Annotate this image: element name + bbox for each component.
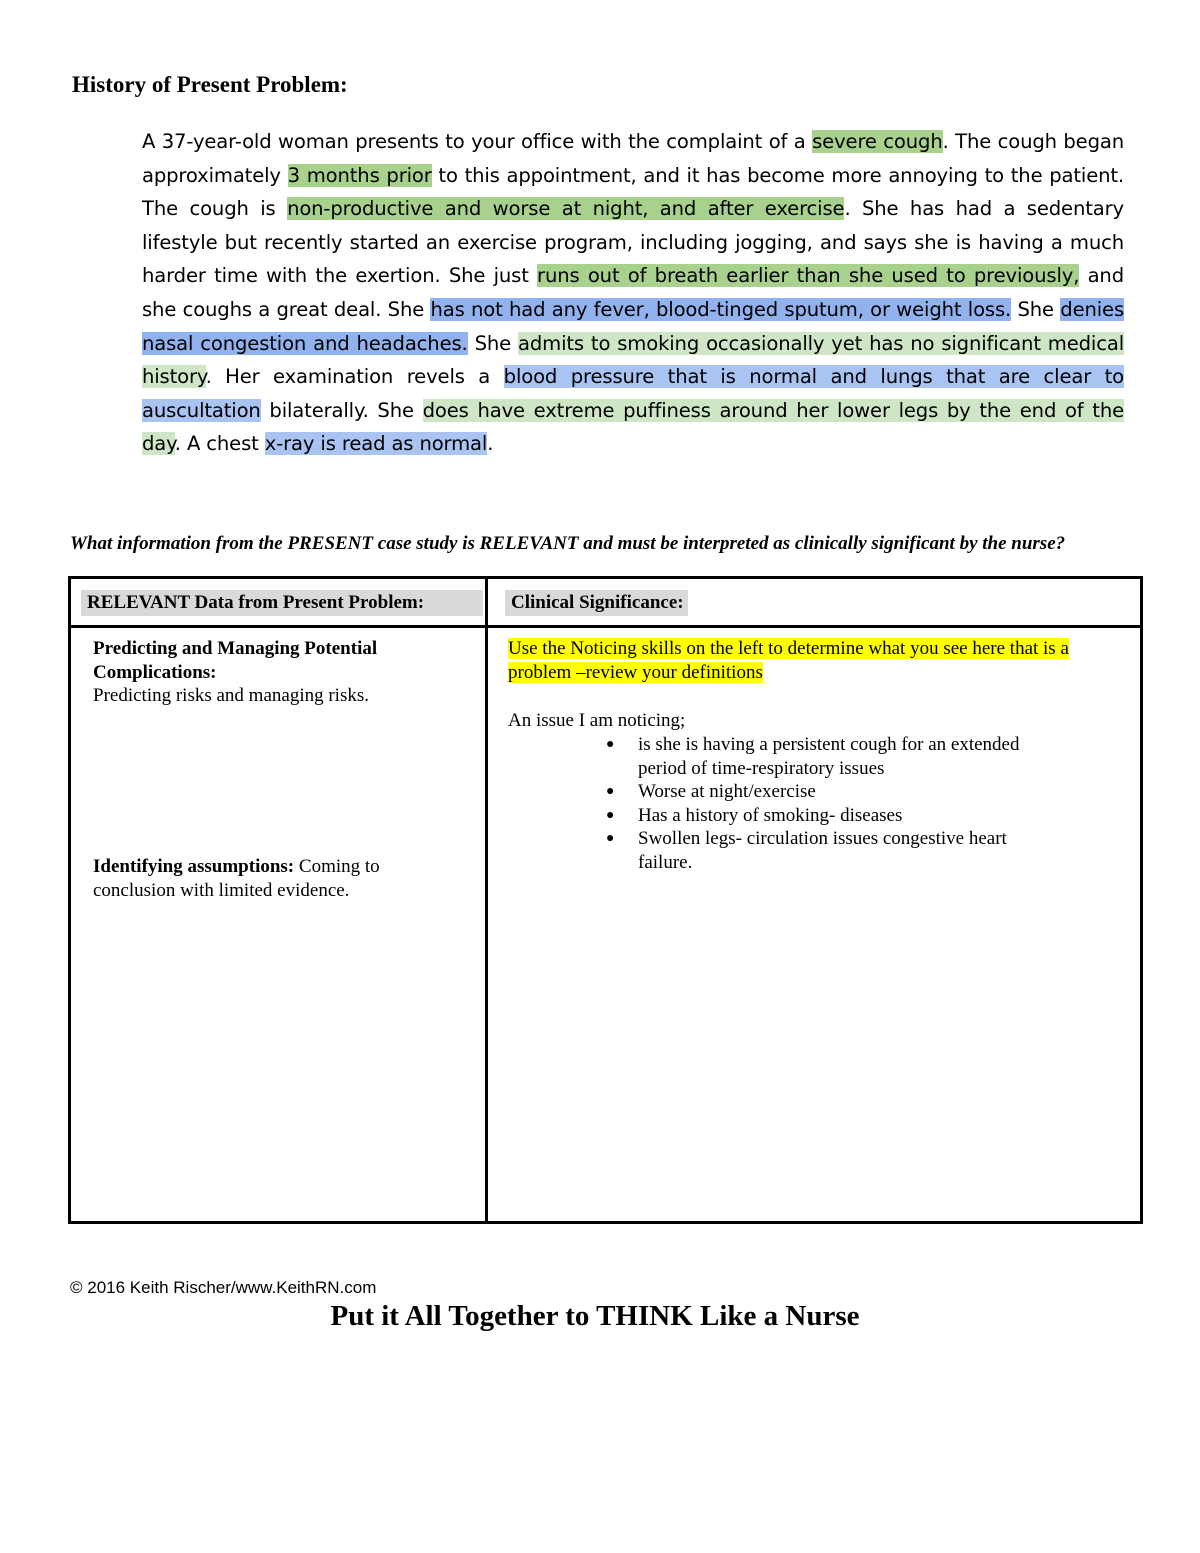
highlighted-phrase: has not had any fever, blood-tinged sputum, or weight loss.	[430, 297, 1012, 321]
narrative-text: bilaterally. She	[260, 398, 423, 422]
highlighted-phrase: 3 months prior	[287, 163, 432, 187]
issue-bullet-text: is she is having a persistent cough for an extended period of time-respiratory issues	[638, 734, 1020, 779]
bullet-icon: ●	[606, 737, 615, 752]
table-header-divider	[71, 625, 1140, 628]
highlighted-phrase: runs out of breath earlier than she used to previously,	[537, 264, 1080, 288]
relevant-data-header: RELEVANT Data from Present Problem:	[81, 590, 483, 616]
assumptions-text: Coming to conclusion with limited evidence.	[93, 856, 380, 901]
left-cell-block-1	[93, 637, 393, 708]
right-cell-instruction	[508, 637, 1128, 684]
highlighted-phrase: x-ray is read as normal	[264, 432, 488, 456]
issue-bullet-text: Swollen legs- circulation issues congestive heart failure.	[638, 828, 1007, 873]
issue-label: An issue I am noticing;	[508, 710, 686, 731]
highlighted-phrase: denies nasal congestion and headaches.	[142, 297, 1124, 355]
narrative-text: She	[467, 331, 518, 355]
narrative-text: . Her examination revels a	[205, 365, 504, 389]
bullet-icon: ●	[606, 807, 615, 823]
narrative-text: A 37-year-old woman presents to your office with the complaint of a	[142, 130, 813, 153]
highlighted-phrase: does have extreme puffiness around her lower legs by the end of the day	[142, 398, 1124, 456]
issue-bullet	[604, 733, 1064, 780]
narrative-text: . A chest	[174, 432, 265, 456]
issue-bullet-text: Has a history of smoking- diseases	[638, 804, 903, 826]
bullet-icon: ●	[606, 784, 615, 799]
narrative-text: . She has had a sedentary lifestyle but recently started an exercise program, including jogging, and says she is having a much harder time with the exertion. She just	[142, 197, 1124, 288]
relevance-question: What information from the PRESENT case study is RELEVANT and must be interpreted as clinically significant by the nurse?	[70, 533, 1066, 554]
issue-bullet	[604, 780, 1064, 804]
highlighted-phrase: severe cough	[812, 130, 943, 153]
narrative-text: She	[1011, 297, 1061, 321]
narrative-text: to this appointment, and it has become more annoying to the patient. The cough is	[142, 163, 1125, 221]
clinical-significance-header: Clinical Significance:	[505, 590, 688, 616]
predicting-title: Predicting and Managing Potential Complications:	[93, 638, 378, 683]
highlighted-phrase: admits to smoking occasionally yet has no significant medical history	[142, 331, 1124, 389]
case-narrative	[142, 125, 1124, 461]
highlighted-phrase: non-productive and worse at night, and after exercise	[287, 197, 845, 221]
issue-bullet	[604, 804, 1064, 828]
footer-title: Put it All Together to THINK Like a Nurse	[330, 1300, 860, 1332]
assumptions-title: Identifying assumptions:	[93, 856, 295, 877]
left-cell-block-2	[93, 855, 433, 902]
issue-bullet-list	[604, 733, 1064, 874]
narrative-text: . The cough began approximately	[142, 130, 1125, 187]
issue-bullet	[604, 827, 1064, 874]
relevance-table	[68, 576, 1143, 1224]
issue-bullet-text: Worse at night/exercise	[638, 781, 816, 802]
table-column-divider	[485, 579, 488, 1221]
predicting-text: Predicting risks and managing risks.	[93, 685, 369, 706]
bullet-icon: ●	[606, 831, 615, 846]
narrative-text: .	[487, 432, 494, 456]
highlighted-phrase: blood pressure that is normal and lungs that are clear to auscultation	[142, 365, 1124, 422]
narrative-text: and she coughs a great deal. She	[142, 264, 1124, 321]
section-heading: History of Present Problem:	[72, 72, 348, 97]
copyright: © 2016 Keith Rischer/www.KeithRN.com	[70, 1278, 377, 1297]
noticing-instruction: Use the Noticing skills on the left to determine what you see here that is a problem –review your definitions	[508, 638, 1069, 683]
